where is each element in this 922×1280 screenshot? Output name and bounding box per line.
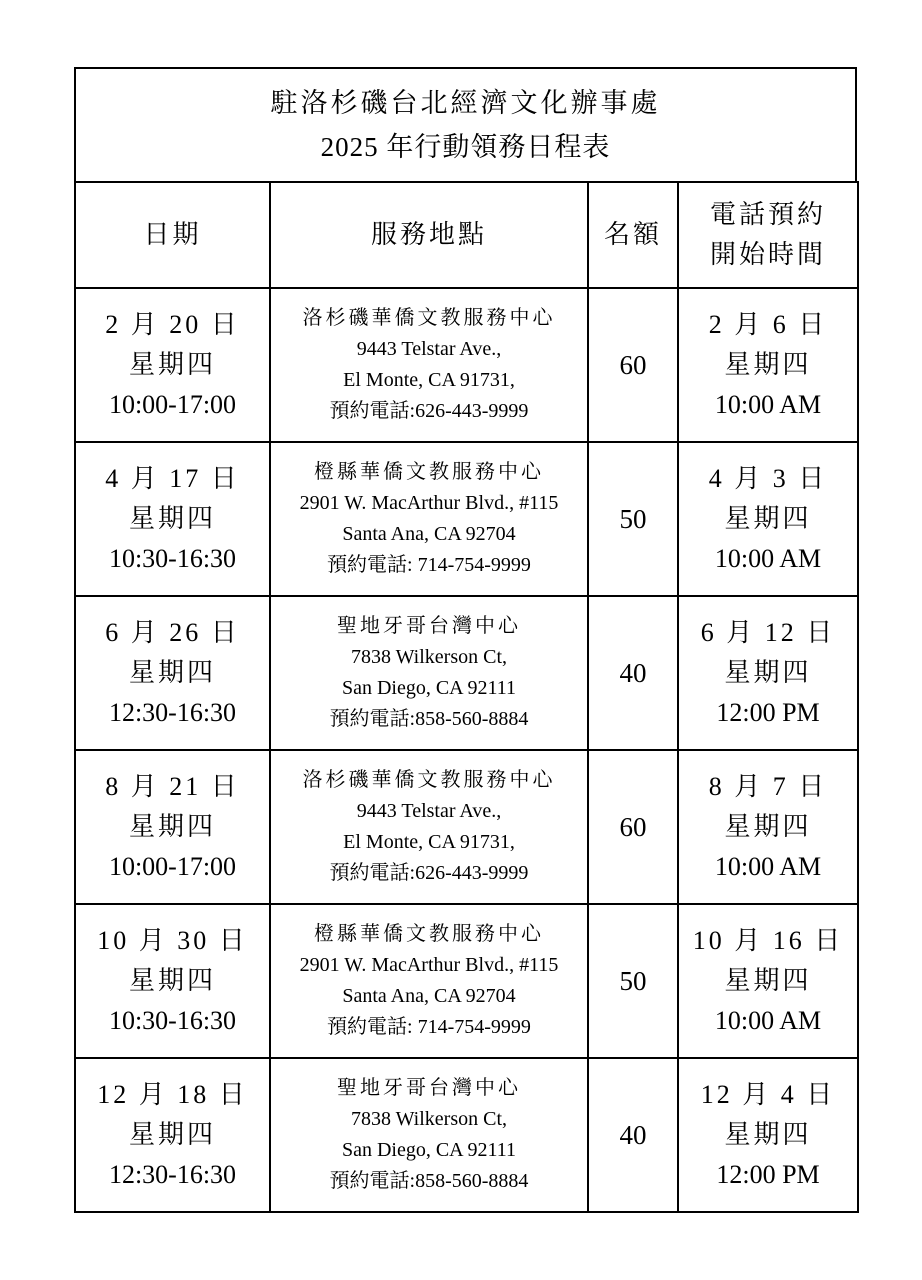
booking-phone: 預約電話: 714-754-9999 <box>327 1016 531 1038</box>
booking-open-weekday: 星期四 <box>724 350 812 379</box>
booking-open-weekday: 星期四 <box>724 812 812 841</box>
booking-open-time: 12:00 PM <box>716 1160 820 1189</box>
title-box <box>74 67 857 183</box>
venue-name: 洛杉磯華僑文教服務中心 <box>302 307 556 329</box>
service-date: 2 月 20 日 <box>105 310 240 339</box>
service-weekday: 星期四 <box>128 812 216 841</box>
table-row <box>75 288 858 442</box>
venue-name: 洛杉磯華僑文教服務中心 <box>302 769 556 791</box>
booking-open-cell <box>678 750 858 904</box>
column-header-quota: 名額 <box>588 182 678 288</box>
quota-cell: 40 <box>588 1058 678 1212</box>
venue-address-line1: 7838 Wilkerson Ct, <box>350 1108 508 1130</box>
venue-address-line1: 9443 Telstar Ave., <box>356 338 502 360</box>
booking-open-cell <box>678 904 858 1058</box>
booking-open-time: 10:00 AM <box>714 544 822 573</box>
booking-open-cell <box>678 442 858 596</box>
service-date: 4 月 17 日 <box>105 464 240 493</box>
table-row <box>75 442 858 596</box>
location-cell <box>270 1058 588 1212</box>
venue-address-line1: 2901 W. MacArthur Blvd., #115 <box>299 954 559 976</box>
quota-cell: 40 <box>588 596 678 750</box>
booking-open-date: 4 月 3 日 <box>708 464 828 493</box>
venue-name: 橙縣華僑文教服務中心 <box>314 461 544 483</box>
service-weekday: 星期四 <box>128 1120 216 1149</box>
table-row <box>75 750 858 904</box>
service-hours: 10:30-16:30 <box>108 1006 237 1035</box>
venue-name: 橙縣華僑文教服務中心 <box>314 923 544 945</box>
table-row <box>75 1058 858 1212</box>
schedule-document <box>74 67 857 1213</box>
booking-open-weekday: 星期四 <box>724 1120 812 1149</box>
service-hours: 10:00-17:00 <box>108 390 237 419</box>
column-header-location: 服務地點 <box>270 182 588 288</box>
booking-phone: 預約電話: 714-754-9999 <box>327 554 531 576</box>
service-hours: 12:30-16:30 <box>108 698 237 727</box>
location-cell <box>270 288 588 442</box>
table-row <box>75 596 858 750</box>
venue-address-line1: 2901 W. MacArthur Blvd., #115 <box>299 492 559 514</box>
booking-open-date: 2 月 6 日 <box>708 310 828 339</box>
service-date: 12 月 18 日 <box>97 1080 248 1109</box>
location-cell <box>270 596 588 750</box>
service-weekday: 星期四 <box>128 350 216 379</box>
service-hours: 10:00-17:00 <box>108 852 237 881</box>
service-date: 8 月 21 日 <box>105 772 240 801</box>
venue-address-line2: Santa Ana, CA 92704 <box>342 985 516 1007</box>
service-date: 6 月 26 日 <box>105 618 240 647</box>
quota-cell: 60 <box>588 750 678 904</box>
booking-open-time: 10:00 AM <box>714 1006 822 1035</box>
venue-address-line2: Santa Ana, CA 92704 <box>342 523 516 545</box>
service-weekday: 星期四 <box>128 966 216 995</box>
venue-name: 聖地牙哥台灣中心 <box>337 615 521 637</box>
booking-open-date: 8 月 7 日 <box>708 772 828 801</box>
booking-open-weekday: 星期四 <box>724 504 812 533</box>
quota-cell: 50 <box>588 904 678 1058</box>
column-header-date: 日期 <box>75 182 270 288</box>
booking-open-cell <box>678 288 858 442</box>
date-cell <box>75 750 270 904</box>
date-cell <box>75 596 270 750</box>
booking-header-line1: 電話預約 <box>709 200 826 229</box>
date-cell <box>75 904 270 1058</box>
venue-address-line2: El Monte, CA 91731, <box>343 831 515 853</box>
booking-open-weekday: 星期四 <box>724 658 812 687</box>
date-cell <box>75 1058 270 1212</box>
venue-address-line2: San Diego, CA 92111 <box>341 677 517 699</box>
quota-cell: 60 <box>588 288 678 442</box>
venue-address-line2: El Monte, CA 91731, <box>343 369 515 391</box>
booking-open-time: 10:00 AM <box>714 852 822 881</box>
booking-phone: 預約電話:626-443-9999 <box>329 400 529 422</box>
date-cell <box>75 442 270 596</box>
column-header-booking-time <box>678 182 858 288</box>
booking-open-cell <box>678 596 858 750</box>
office-title: 駐洛杉磯台北經濟文化辦事處 <box>270 88 661 118</box>
booking-phone: 預約電話:626-443-9999 <box>329 862 529 884</box>
booking-phone: 預約電話:858-560-8884 <box>329 1170 529 1192</box>
table-row <box>75 904 858 1058</box>
service-weekday: 星期四 <box>128 504 216 533</box>
booking-open-time: 10:00 AM <box>714 390 822 419</box>
service-date: 10 月 30 日 <box>97 926 248 955</box>
location-cell <box>270 904 588 1058</box>
venue-address-line2: San Diego, CA 92111 <box>341 1139 517 1161</box>
location-cell <box>270 442 588 596</box>
service-hours: 12:30-16:30 <box>108 1160 237 1189</box>
booking-header-line2: 開始時間 <box>709 240 826 269</box>
location-cell <box>270 750 588 904</box>
quota-cell: 50 <box>588 442 678 596</box>
booking-open-cell <box>678 1058 858 1212</box>
schedule-title: 2025 年行動領務日程表 <box>320 132 611 162</box>
schedule-table <box>74 181 859 1213</box>
booking-phone: 預約電話:858-560-8884 <box>329 708 529 730</box>
booking-open-weekday: 星期四 <box>724 966 812 995</box>
booking-open-time: 12:00 PM <box>716 698 820 727</box>
venue-address-line1: 7838 Wilkerson Ct, <box>350 646 508 668</box>
service-weekday: 星期四 <box>128 658 216 687</box>
venue-address-line1: 9443 Telstar Ave., <box>356 800 502 822</box>
booking-open-date: 12 月 4 日 <box>700 1080 836 1109</box>
service-hours: 10:30-16:30 <box>108 544 237 573</box>
venue-name: 聖地牙哥台灣中心 <box>337 1077 521 1099</box>
booking-open-date: 6 月 12 日 <box>700 618 836 647</box>
booking-open-date: 10 月 16 日 <box>692 926 844 955</box>
table-header-row <box>75 182 858 288</box>
date-cell <box>75 288 270 442</box>
